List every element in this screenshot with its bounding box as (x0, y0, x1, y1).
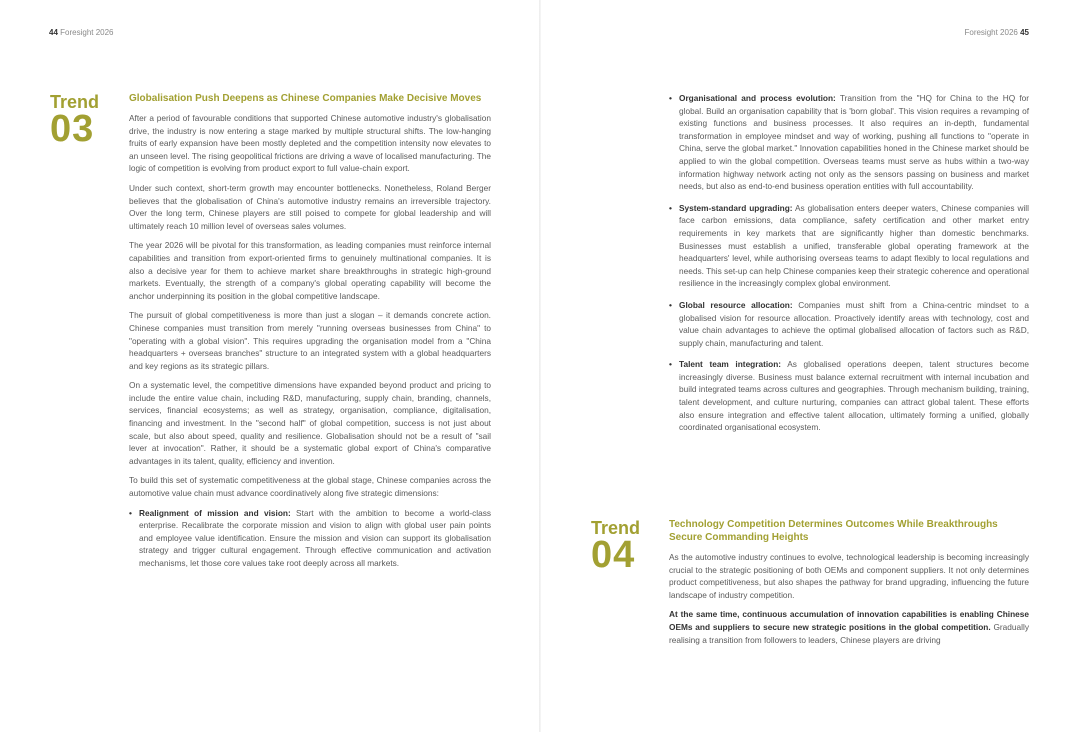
bullet-text: Start with the ambition to become a world-class enterprise. Recalibrate the corporate mission and vision to align with global user pain points and employee value identification. Ensure the mission and vision can support its globalisation strategy and trigger cultural engagement. Through effective communication and activation mechanisms, let those core values take root deeply across all markets. (139, 507, 491, 568)
bold-sentence: At the same time, continuous accumulation of innovation capabilities is enabling Chinese OEMs and suppliers to secure new strategic positions in the global competition. (669, 609, 1029, 632)
trailing-text: Gradually realising a transition from followers to leaders, Chinese players are driving (669, 621, 1029, 645)
trend-04-heading: Technology Competition Determines Outcomes While Breakthroughs Secure Commanding Heights (669, 519, 998, 543)
bullet-text: Transition from the "HQ for China to the HQ for global. Build an organisation capability that is 'born global'. This vision requires a revamping of existing functions and business processes. It also requires an in-depth, fundamental transformation in employee mindset and way of working, pushing all functions to "operate in China, serve the global market." Innovation capabilities honed in the Chinese market should be applied to win the global competition. Overseas teams must serve as hubs within a two-way information highway network acting not only as the sensors passing on business and market needs, but also as end-to-end business operation entities with full accountability. (679, 93, 1029, 192)
page-gutter (539, 0, 541, 732)
bullet-text: As globalisation enters deeper waters, Chinese companies will face carbon emissions, data compliance, safety certification and other market entry requirements in key markets that are significantly higher than domestic benchmarks. Businesses must establish a unified, transferable global operating framework at the headquarters' level, while authorising overseas teams to adapt flexibly to local regulations and needs. This set-up can help Chinese companies keep their strategic coherence and operational resilience in the increasingly complex global environment. (679, 202, 1029, 289)
bullet-text: As globalised operations deepen, talent structures become increasingly diverse. Business must balance external recruitment with internal incubation and build integrated teams across cultures and geographies. Through mechanism building, training, talent development, and culture nurturing, companies can attract global talent. These efforts also ensure integration and effective talent allocation, ultimately forming a unified, globally coordinated organisational ecosystem. (679, 359, 1029, 433)
body-paragraph: The year 2026 will be pivotal for this transformation, as leading companies must reinforce internal capabilities and transition from export-oriented firms to genuinely multinational companies. It is also a decisive year for them to achieve market share breakthroughs in strategic high-ground markets. Eventually, the strength of a company's global operating capability will become the anchor underpinning its position in the global competitive landscape. (129, 240, 491, 301)
bullet-dot: • (669, 299, 672, 310)
bullet-dot: • (669, 202, 672, 213)
left-column (129, 92, 491, 579)
body-paragraph: The pursuit of global competitiveness is more than just a slogan – it demands concrete action. Chinese companies must transition from merely "running overseas businesses from China" to "operating with a global vision". This requires upgrading the organisation model from a "China headquarters + overseas branches" structure to an integrated system with a global headquarters and key regions as its strategic pillars. (129, 310, 491, 371)
body-paragraph: Under such context, short-term growth may encounter bottlenecks. Nonetheless, Roland Berger believes that the globalisation of China's automotive industry remains an irreversible trajectory. Over the long term, Chinese players are still poised to compete for global leadership and will ultimately reach 10 million level of overseas sales volumes. (129, 182, 491, 231)
page-number-right: 45 (1020, 28, 1029, 37)
bullet-dot: • (669, 93, 672, 103)
bullet-dot: • (129, 507, 132, 518)
trend-04-section (669, 518, 1029, 646)
bullet-list (669, 92, 1029, 434)
trend-03-heading: Globalisation Push Deepens as Chinese Companies Make Decisive Moves (129, 93, 482, 104)
page-number-left: 44 (49, 28, 58, 37)
running-title-left: Foresight 2026 (60, 28, 114, 37)
running-title-right: Foresight 2026 (964, 28, 1018, 37)
bullet-term: Organisational and process evolution: (679, 93, 836, 103)
trend-number: 04 (591, 534, 636, 576)
trend-04-label (591, 518, 641, 576)
trend-word: Trend (50, 92, 100, 112)
list-item (669, 92, 1029, 193)
body-paragraph-emphasis (669, 608, 1029, 646)
list-item (669, 299, 1029, 349)
bullet-term: System-standard upgrading: (679, 202, 793, 213)
trend-03-label (50, 92, 100, 150)
body-paragraph: As the automotive industry continues to evolve, technological leadership is becoming increasingly crucial to the strategic positioning of both OEMs and component suppliers. It not only determines product competitiveness, but also shapes the pathway for brand upgrading, influencing the future landscape of industry competition. (669, 552, 1029, 600)
bullet-dot: • (669, 359, 672, 370)
bullet-list (129, 507, 491, 570)
trend-number: 03 (50, 108, 95, 150)
body-paragraph: To build this set of systematic competitiveness at the global stage, Chinese companies across the automotive value chain must advance coordinatively along five strategic dimensions: (129, 475, 491, 499)
body-paragraph: After a period of favourable conditions that supported Chinese automotive industry's globalisation drive, the industry is now entering a stage marked by multiple structural shifts. The low-hanging fruits of early expansion have been mostly depleted and the competition intensity now elevates to an unseen level. The rising geopolitical frictions are driving a wave of localised manufacturing. The logic of competition is evolving from product export to full value-chain export. (129, 113, 491, 174)
bullet-term: Realignment of mission and vision: (139, 507, 291, 518)
folio-right (964, 28, 1029, 37)
bullet-term: Global resource allocation: (679, 299, 793, 310)
bullet-text: Companies must shift from a China-centric mindset to a globalised vision for resource allocation. Proactively identify areas with technology, cost and value chain advantages to achieve the optimal globalised allocation of factors such as R&D, supply chain, manufacturing and talent. (679, 299, 1029, 348)
list-item (669, 358, 1029, 434)
right-column (669, 92, 1029, 443)
list-item (129, 507, 491, 570)
folio-left (49, 28, 114, 37)
trend-word: Trend (591, 518, 641, 538)
list-item (669, 202, 1029, 290)
body-paragraph: On a systematic level, the competitive dimensions have expanded beyond product and pricing to include the entire value chain, including R&D, manufacturing, supply chain, branding, channels, services, financial ecosystems; as well as strategy, organisation, compliance, digitalisation, financing and investment. In the "second half" of global competition, success is not just about scale, but also about speed, quality and resilience. Globalisation should not be a result of "sail lever at invocation". Rather, it should be a systematic global export of China's comparative advantages in its talent, quality, efficiency and invention. (129, 380, 491, 466)
bullet-term: Talent team integration: (679, 359, 782, 370)
